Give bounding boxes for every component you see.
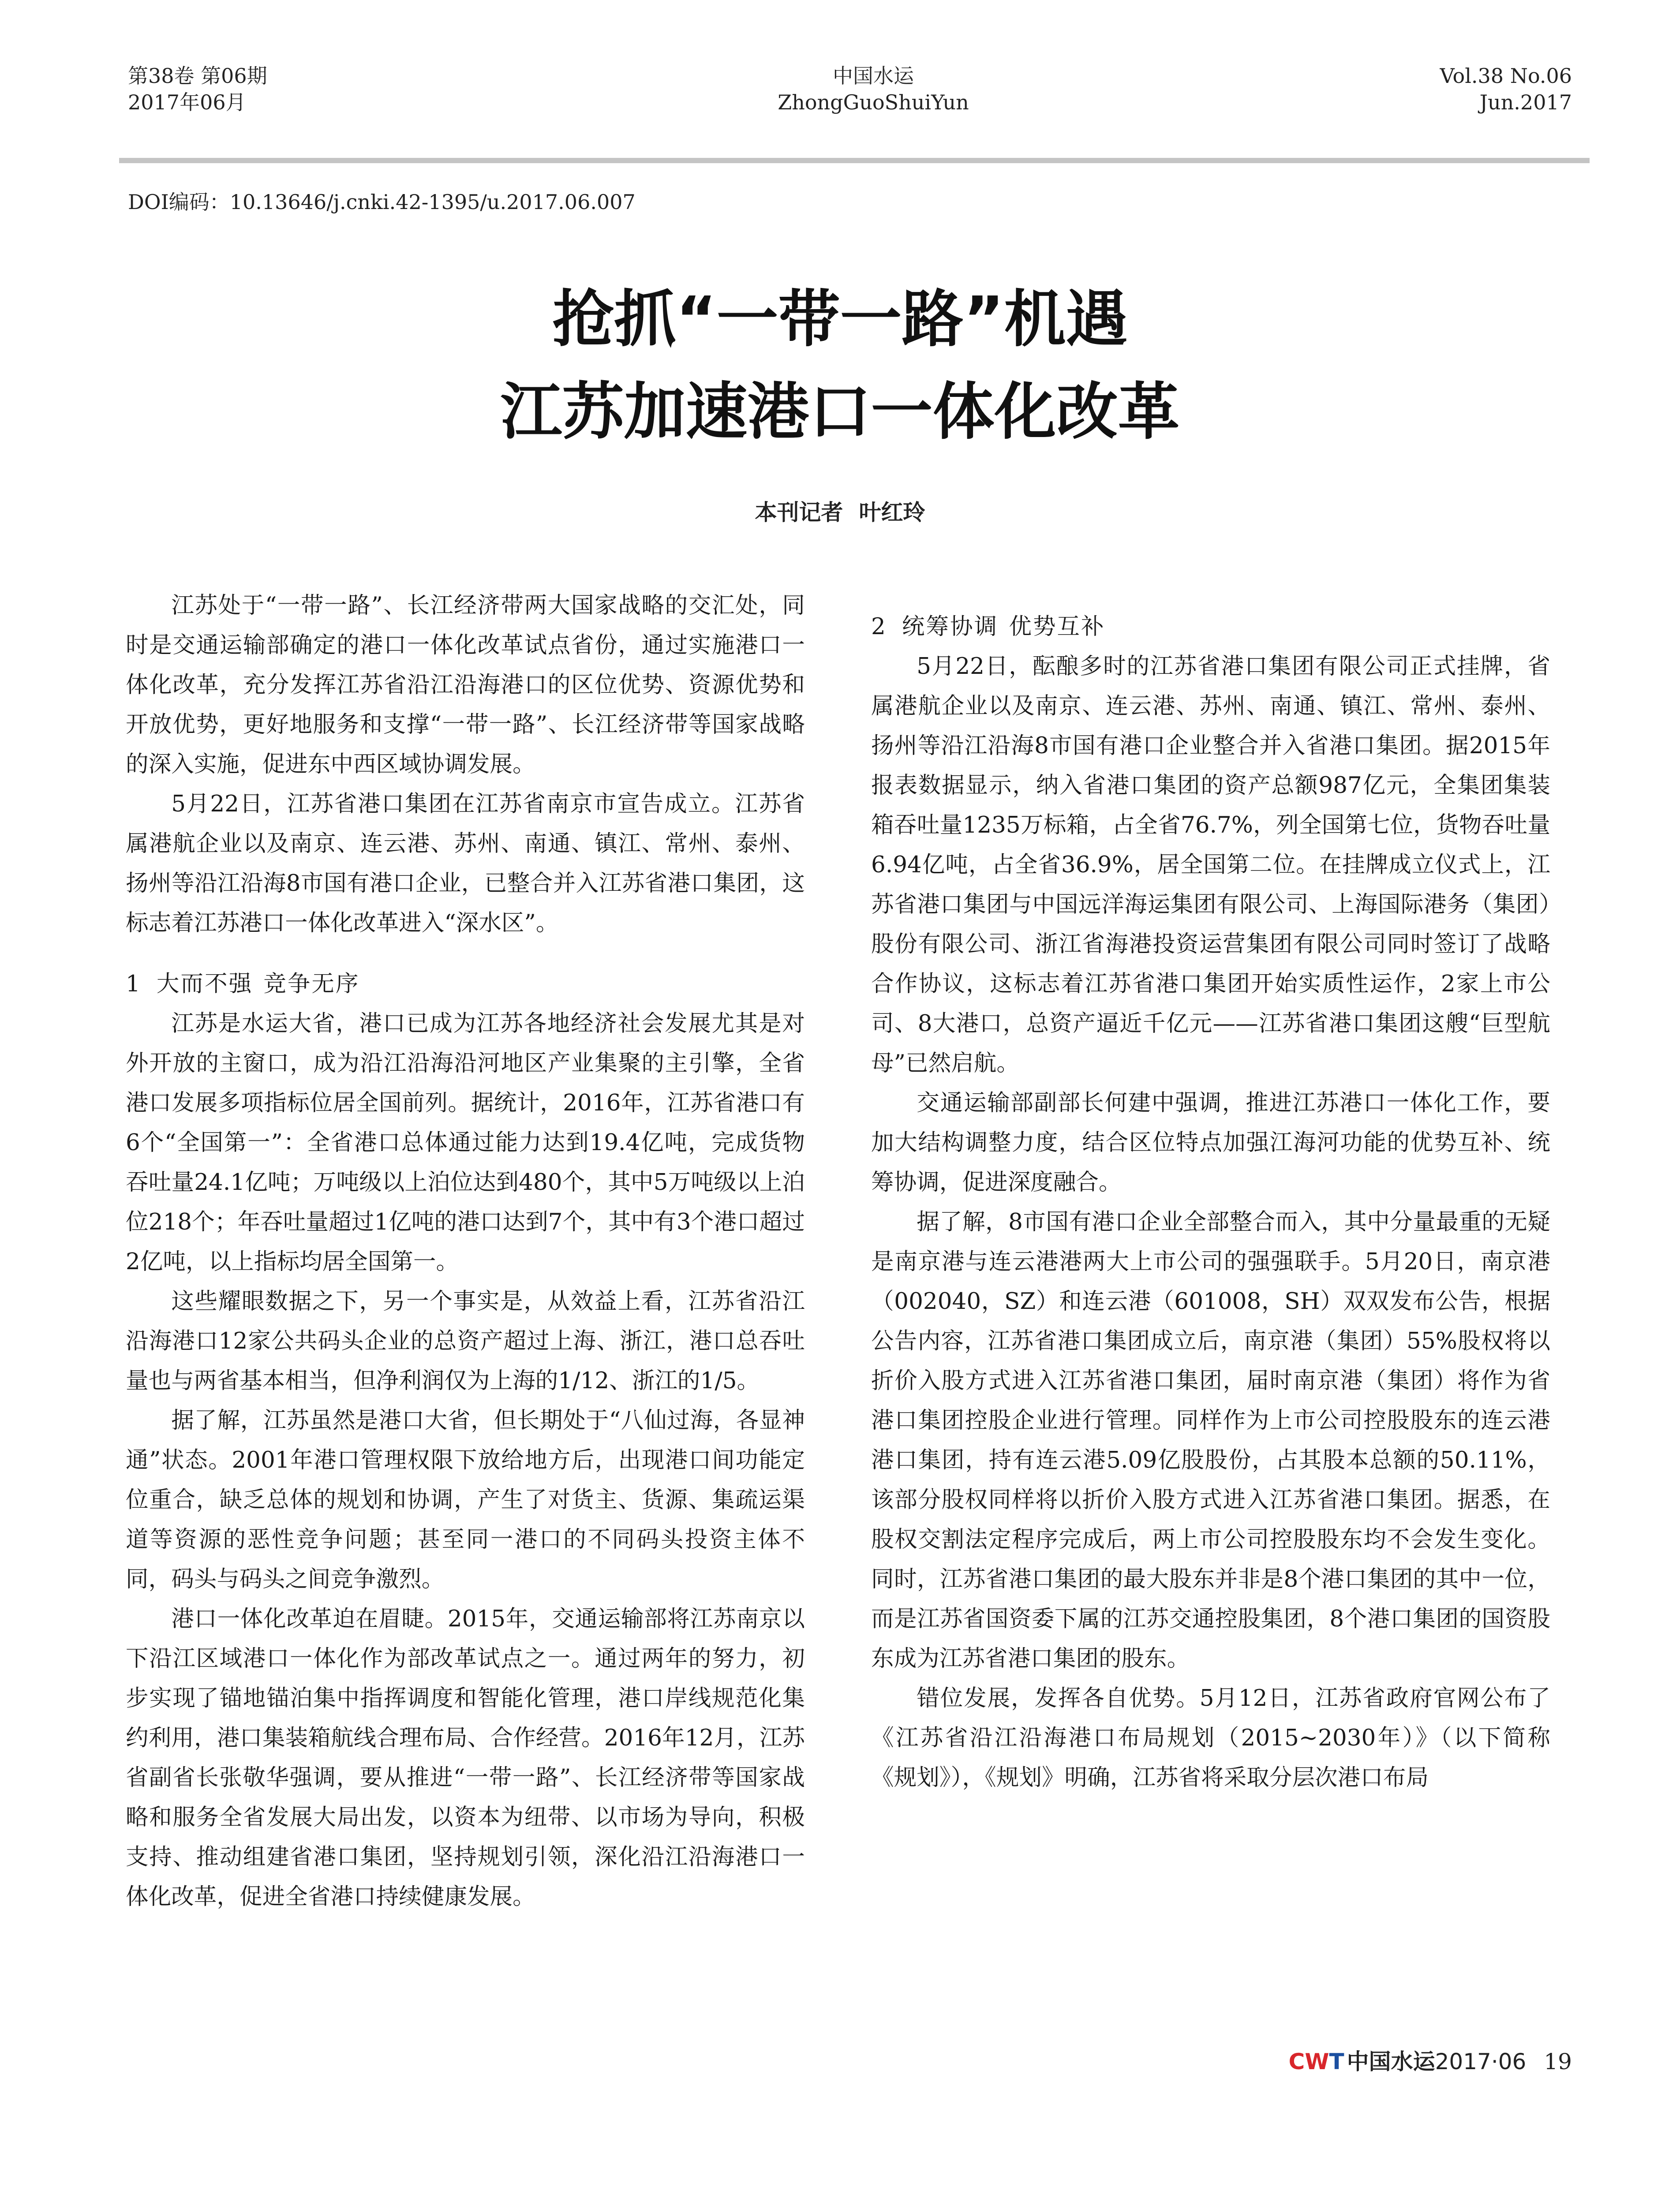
doi-code: DOI编码：10.13646/j.cnki.42-1395/u.2017.06.007 (128, 190, 636, 214)
paragraph: 错位发展，发挥各自优势。5月12日，江苏省政府官网公布了《江苏省沿江沿海港口布局规划（2015~2030年）》（以下简称《规划》），《规划》明确，江苏省将采取分层次港口布局 (871, 1685, 1550, 1791)
byline (0, 495, 1680, 527)
author-role: 本刊记者 (755, 500, 843, 525)
section-title-part: 统筹协调 (902, 613, 999, 640)
paragraph: 交通运输部副部长何建中强调，推进江苏港口一体化工作，要加大结构调整力度，结合区位特点加强江海河功能的优势互补、统筹协调，促进深度融合。 (871, 1090, 1550, 1196)
magazine-name: 中国水运 (1347, 2049, 1435, 2074)
paragraph: 这些耀眼数据之下，另一个事实是，从效益上看，江苏省沿江沿海港口12家公共码头企业的总资产超过上海、浙江，港口总吞吐量也与两省基本相当，但净利润仅为上海的1/12、浙江的1/5。 (126, 1288, 805, 1394)
section-title-part: 大而不强 (156, 971, 253, 997)
issue-date: 2017·06 (1435, 2049, 1527, 2074)
journal-volume-header-en (1440, 63, 1572, 116)
volume-issue: 第38卷 第06期 (128, 64, 267, 88)
body-column-right (871, 586, 1550, 1798)
section-heading-1 (126, 964, 805, 1004)
paragraph-intro-2: 5月22日，江苏省港口集团在江苏省南京市宣告成立。江苏省属港航企业以及南京、连云港、苏州、南通、镇江、常州、泰州、扬州等沿江沿海8市国有港口企业，已整合并入江苏省港口集团，这标志着江苏港口一体化改革进入“深水区”。 (126, 791, 805, 936)
journal-name-pinyin: ZhongGuoShuiYun (778, 90, 969, 114)
magazine-logo-t: T (1329, 2049, 1344, 2074)
paragraph: 江苏是水运大省，港口已成为江苏各地经济社会发展尤其是对外开放的主窗口，成为沿江沿海沿河地区产业集聚的主引擎，全省港口发展多项指标位居全国前列。据统计，2016年，江苏省港口有6个“全国第一”：全省港口总体通过能力达到19.4亿吨，完成货物吞吐量24.1亿吨；万吨级以上泊位达到480个，其中5万吨级以上泊位218个；年吞吐量超过1亿吨的港口达到7个，其中有3个港口超过2亿吨，以上指标均居全国第一。 (126, 1010, 805, 1275)
header-date-en: Jun.2017 (1479, 90, 1572, 114)
header-divider (119, 158, 1590, 163)
section-number: 2 (871, 613, 887, 640)
journal-volume-header (128, 63, 267, 116)
paragraph-intro-1: 江苏处于“一带一路”、长江经济带两大国家战略的交汇处，同时是交通运输部确定的港口一体化改革试点省份，通过实施港口一体化改革，充分发挥江苏省沿江沿海港口的区位优势、资源优势和开放优势，更好地服务和支撑“一带一路”、长江经济带等国家战略的深入实施，促进东中西区域协调发展。 (126, 592, 805, 777)
paragraph: 据了解，8市国有港口企业全部整合而入，其中分量最重的无疑是南京港与连云港港两大上市公司的强强联手。5月20日，南京港（002040，SZ）和连云港（601008，SH）双双发布公告，根据公告内容，江苏省港口集团成立后，南京港（集团）55%股权将以折价入股方式进入江苏省港口集团，届时南京港（集团）将作为省港口集团控股企业进行管理。同样作为上市公司控股股东的连云港港口集团，持有连云港5.09亿股股份，占其股本总额的50.11%，该部分股权同样将以折价入股方式进入江苏省港口集团。据悉，在股权交割法定程序完成后，两上市公司控股股东均不会发生变化。同时，江苏省港口集团的最大股东并非是8个港口集团的其中一位，而是江苏省国资委下属的江苏交通控股集团，8个港口集团的国资股东成为江苏省港口集团的股东。 (871, 1209, 1550, 1672)
page-number: 19 (1544, 2049, 1572, 2074)
paragraph: 5月22日，酝酿多时的江苏省港口集团有限公司正式挂牌，省属港航企业以及南京、连云港、苏州、南通、镇江、常州、泰州、扬州等沿江沿海8市国有港口企业整合并入省港口集团。据2015年报表数据显示，纳入省港口集团的资产总额987亿元，全集团集装箱吞吐量1235万标箱，占全省76.7%，列全国第七位，货物吞吐量6.94亿吨，占全省36.9%，居全国第二位。在挂牌成立仪式上，江苏省港口集团与中国远洋海运集团有限公司、上海国际港务（集团）股份有限公司、浙江省海港投资运营集团有限公司同时签订了战略合作协议，这标志着江苏省港口集团开始实质性运作，2家上市公司、8大港口，总资产逼近千亿元——江苏省港口集团这艘“巨型航母”已然启航。 (871, 653, 1550, 1076)
article-title (0, 273, 1680, 459)
section-heading-2 (871, 607, 1550, 647)
section-title-part: 竞争无序 (263, 971, 360, 997)
title-line-2: 江苏加速港口一体化改革 (500, 376, 1180, 448)
volume-issue-en: Vol.38 No.06 (1440, 64, 1572, 88)
paragraph-continues: 港口一体化改革迫在眉睫。2015年，交通运输部将江苏南京以下沿江区域港口一体化作为部改革试点之一。通过两年的努力，初步实现了锚地锚泊集中指挥调度和智能化管理，港口岸线规范化集约利用，港口集装箱航线合理布局、合作经营。2016年12月，江苏省副省长张敬华强调，要从推进“一带一路”、长江经济带等国家战略和服务全省发展大局出发，以资本为纽带、以市场为导向，积极支持、推动组建省港口集团，坚持规划引领，深化沿江沿海港口一体化改革，促进全省港口持续健康发展。 (126, 1606, 805, 1910)
page-footer (1289, 2046, 1572, 2077)
journal-name-header (684, 63, 1063, 116)
body-column-left (126, 586, 805, 1917)
author-name: 叶红玲 (859, 500, 925, 525)
magazine-logo-cw: CW (1288, 2049, 1329, 2074)
title-line-1: 抢抓“一带一路”机遇 (552, 284, 1128, 355)
header-date: 2017年06月 (128, 90, 246, 114)
section-title-part: 优势互补 (1009, 613, 1105, 640)
journal-name-cn: 中国水运 (833, 64, 914, 88)
paragraph: 据了解，江苏虽然是港口大省，但长期处于“八仙过海，各显神通”状态。2001年港口管理权限下放给地方后，出现港口间功能定位重合，缺乏总体的规划和协调，产生了对货主、货源、集疏运渠道等资源的恶性竞争问题；甚至同一港口的不同码头投资主体不同，码头与码头之间竞争激烈。 (126, 1407, 805, 1592)
section-number: 1 (126, 971, 142, 997)
